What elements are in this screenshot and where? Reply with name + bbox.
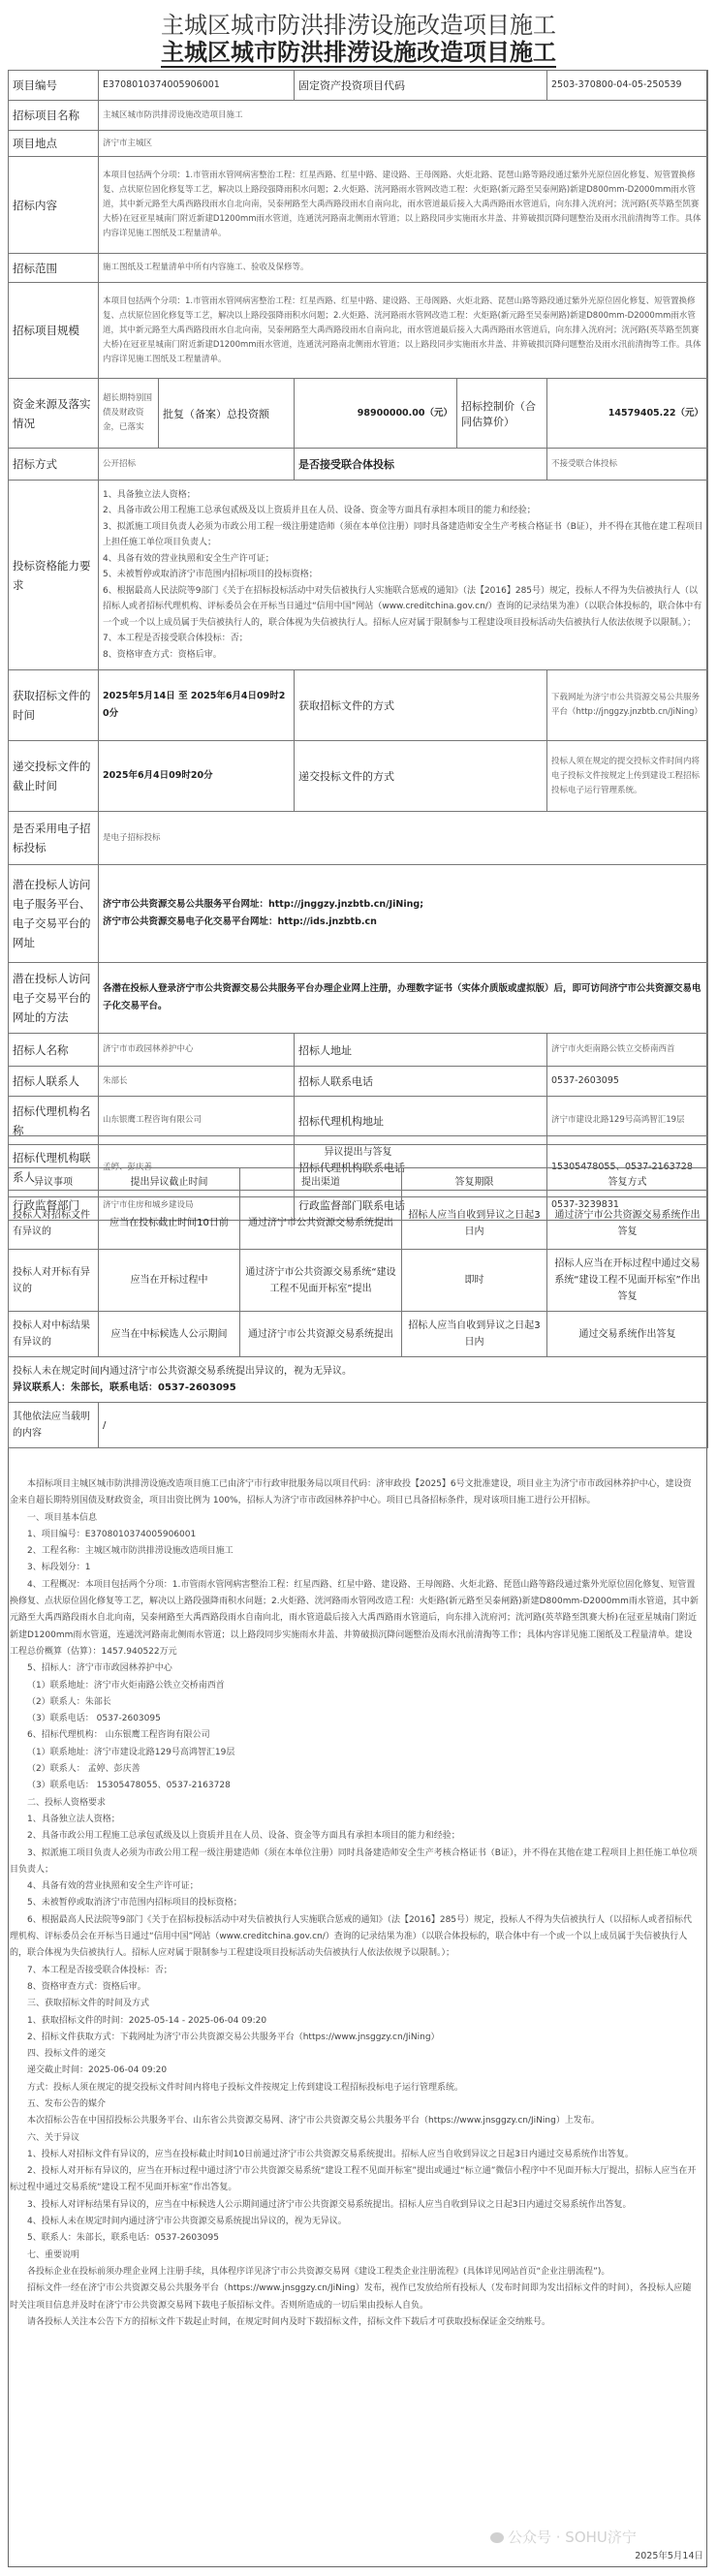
header-reply-period: 答复期限 <box>402 1168 547 1197</box>
body-paragraph: 3、标段划分：1 <box>27 1563 91 1573</box>
label-method: 招标方式 <box>9 449 99 481</box>
label-fund: 资金来源及落实情况 <box>9 379 99 449</box>
label-submit-deadline: 递交投标文件的截止时间 <box>9 741 99 812</box>
objection-cell: 招标人应当自收到异议之日起3日内 <box>402 1312 547 1357</box>
body-paragraph: 4、投标人未在规定时间内通过济宁市公共资源交易系统提出异议的，视为无异议。 <box>27 2217 347 2227</box>
objection-notes <box>9 1357 708 1403</box>
body-paragraph: 5、未被暂停或取消济宁市范围内招标项目的投标资格； <box>27 1898 242 1909</box>
qual-item: 6、根据最高人民法院等9部门《关于在招标投标活动中对失信被执行人实施联合惩戒的通知》（法【2016】285号）规定，投标人不得为失信被执行人（以招标人或者招标代理机构、评标委员会在开标当日通过“信用中国”网站（www.creditchina.gov.cn/）查询的记录结果为准）（以联合体投标的，联合体中有一个或一个以上成员属于失信被执行人的，联合体视为失信被执行人。招标人应对属于限制参与工程建设项目投标活动失信被执行人依法依规予以限制。）； <box>103 585 702 628</box>
body-paragraph: 2、工程名称：主城区城市防洪排涝设施改造项目施工 <box>27 1546 234 1557</box>
row-submit <box>9 741 708 812</box>
objection-title: 异议提出与答复 <box>9 1136 708 1168</box>
qualification-list <box>99 481 708 670</box>
value-fund-source: 超长期特别国债及财政资金，已落实 <box>99 379 159 449</box>
row-method <box>9 449 708 481</box>
value-platform <box>99 865 708 963</box>
value-tenderer-phone: 0537-2603095 <box>547 1067 708 1097</box>
body-paragraph: 2、招标文件获取方式：下载网址为济宁市公共资源交易公共服务平台（https://www.jnsggzy.cn/JiNing） <box>27 2032 440 2042</box>
qual-item: 8、资格审查方式：资格后审。 <box>103 649 222 660</box>
objection-cell: 投标人对招标文件有异议的 <box>9 1197 99 1250</box>
label-content: 招标内容 <box>9 157 99 254</box>
value-electronic: 是电子招标投标 <box>99 812 708 865</box>
row-other <box>9 1403 708 1448</box>
body-paragraph: 7、本工程是否接受联合体投标：否； <box>27 1965 172 1975</box>
qual-item: 1、具备独立法人资格； <box>103 489 196 500</box>
objection-cell: 投标人对中标结果有异议的 <box>9 1312 99 1357</box>
value-tenderer: 济宁市市政园林养护中心 <box>99 1034 295 1067</box>
row-fund <box>9 379 708 449</box>
value-submit-deadline: 2025年6月4日09时20分 <box>99 741 295 812</box>
body-paragraph: 本招标项目主城区城市防洪排涝设施改造项目施工已由济宁市行政审批服务局以项目代码：济审政投【2025】6号文批准建设，项目业主为济宁市市政园林养护中心，建设资金来自超长期特别国债及财政资金，项目出资比例为 100%，招标人为济宁市市政园林养护中心。项目已具备招标条件，现对该项目施工进行公开招标。 <box>10 1479 692 1506</box>
value-scope: 施工图纸及工程量清单中所有内容施工、验收及保修等。 <box>99 254 708 283</box>
objection-note: 投标人未在规定时间内通过济宁市公共资源交易系统提出异议的，视为无异议。 <box>13 1366 352 1377</box>
objection-cell: 通过济宁市公共资源交易系统“建设工程不见面开标室”提出 <box>240 1250 402 1312</box>
objection-cell: 应当在投标截止时间10日前 <box>99 1197 240 1250</box>
body-paragraph: 请各投标人关注本公告下方的招标文件下载起止时间，在规定时间内及时下载招标文件，招标文件下载后才可获取投标保证金交纳账号。 <box>27 2316 551 2327</box>
objection-row <box>9 1250 708 1312</box>
label-consortium: 是否接受联合体投标 <box>295 449 547 481</box>
label-scale: 招标项目规模 <box>9 283 99 379</box>
body-paragraph: 递交截止时间：2025-06-04 09:20 <box>27 2065 168 2076</box>
body-paragraph: （2）联系人：朱部长 <box>27 1696 111 1707</box>
objection-note-row <box>9 1357 708 1403</box>
objection-cell: 应当在开标过程中 <box>99 1250 240 1312</box>
objection-cell: 通过交易系统作出答复 <box>547 1312 708 1357</box>
row-project-no <box>9 71 708 101</box>
body-paragraph: 方式：投标人须在规定的提交投标文件时间内将电子投标文件按规定上传到建设工程招标投标电子运行管理系统。 <box>27 2082 464 2093</box>
row-platform <box>9 865 708 963</box>
wechat-icon <box>490 2532 504 2543</box>
row-tenderer-contact <box>9 1067 708 1097</box>
label-other: 其他依法应当载明的内容 <box>9 1403 99 1448</box>
value-control: 14579405.22（元） <box>547 379 708 449</box>
qual-item: 3、拟派施工项目负责人必须为市政公用工程一级注册建造师（须在本单位注册）同时具备建造师安全生产考核合格证书（B证），并不得在其他在建工程项目上担任施工单位项目负责人； <box>103 521 703 548</box>
label-supervisor-phone: 行政监督部门联系电话 <box>295 1191 547 1221</box>
body-paragraph: 各投标企业在投标前须办理企业网上注册手续，具体程序详见济宁市公共资源交易网《建设工程类企业注册流程》(具体详见网站首页“企业注册流程”)。 <box>27 2266 610 2277</box>
label-submit-method: 递交投标文件的方式 <box>295 741 547 812</box>
body-paragraph: （2）联系人： 孟婷、彭庆善 <box>27 1764 140 1775</box>
body-paragraph: （1）联系地址：济宁市火炬南路公铁立交桥南西首 <box>27 1680 225 1691</box>
value-project-no: E3708010374005906001 <box>99 71 295 101</box>
label-qualification: 投标资格能力要求 <box>9 481 99 670</box>
row-tenderer <box>9 1034 708 1067</box>
row-name <box>9 101 708 131</box>
body-paragraph: 六、关于异议 <box>27 2132 80 2143</box>
body-paragraph: 一、项目基本信息 <box>27 1512 98 1523</box>
value-consortium: 不接受联合体投标 <box>547 449 708 481</box>
objection-cell: 通过济宁市公共资源交易系统提出 <box>240 1312 402 1357</box>
body-paragraph: 本次招标公告在中国招投标公共服务平台、山东省公共资源交易网、济宁市公共资源交易公共服务平台（https://www.jnsggzy.cn/JiNing）上发布。 <box>27 2116 600 2126</box>
body-paragraph: 2、投标人对开标有异议的，应当在开标过程中通过济宁市公共资源交易系统“建设工程不见面开标室”提出或通过“标立通”微信小程序中不见面开标大厅提出，招标人应当在开标过程中通过交易系统“建设工程不见面开标室”作出答复。 <box>10 2166 697 2193</box>
body-paragraph: 6、根据最高人民法院等9部门《关于在招标投标活动中对失信被执行人实施联合惩戒的通知》（法【2016】285号）规定，投标人不得为失信被执行人（以招标人或者招标代理机构、评标委员会在开标当日通过“信用中国”网站（www.creditchina.gov.cn/）查询的记录结果为准）（以联合体投标的，联合体中有一个或一个以上成员属于失信被执行人的，联合体视为失信被执行人。招标人应对属于限制参与工程建设项目投标活动失信被执行人依法依规予以限制。）； <box>10 1914 693 1959</box>
objection-cell: 招标人应当自收到异议之日起3日内 <box>402 1197 547 1250</box>
body-paragraph: 6、招标代理机构： 山东银鹰工程咨询有限公司 <box>27 1730 210 1741</box>
objection-cell: 通过济宁市公共资源交易系统作出答复 <box>547 1197 708 1250</box>
label-control: 招标控制价（合同估算价） <box>457 379 547 449</box>
body-paragraph: 三、获取招标文件的时间及方式 <box>27 1999 150 2009</box>
value-agency-contact: 孟婷、彭庆善 <box>99 1145 295 1191</box>
objection-contact: 异议联系人：朱部长，联系电话：0537-2603095 <box>13 1382 236 1393</box>
value-get-method: 下载网址为济宁市公共资源交易公共服务平台（http://jnggzy.jnzbtb.cn/JiNing） <box>547 670 708 741</box>
value-get-time: 2025年5月14日 至 2025年6月4日09时20分 <box>99 670 295 741</box>
label-agency-phone: 招标代理机构联系电话 <box>295 1145 547 1191</box>
body-paragraph: 五、发布公告的媒介 <box>27 2098 107 2109</box>
qual-item: 2、具备市政公用工程施工总承包贰级及以上资质并且在人员、设备、资金等方面具有承担本项目的能力和经验； <box>103 506 536 516</box>
header-channel: 提出渠道 <box>240 1168 402 1197</box>
link-trading-platform[interactable]: 济宁市公共资源交易电子化交易平台网址：http://ids.jnzbtb.cn <box>103 916 377 927</box>
qual-item: 7、本工程是否接受联合体投标：否； <box>103 634 248 644</box>
label-agency: 招标代理机构名称 <box>9 1097 99 1145</box>
label-electronic: 是否采用电子招标投标 <box>9 812 99 865</box>
header-item: 异议事项 <box>9 1168 99 1197</box>
label-asset-code: 固定资产投资项目代码 <box>295 71 547 101</box>
row-access <box>9 963 708 1034</box>
row-electronic <box>9 812 708 865</box>
label-get-method: 获取招标文件的方式 <box>295 670 547 741</box>
row-qualification <box>9 481 708 670</box>
page-title: 主城区城市防洪排涝设施改造项目施工 <box>161 12 556 39</box>
body-paragraph: 2、具备市政公用工程施工总承包贰级及以上资质并且在人员、设备、资金等方面具有承担本项目的能力和经验； <box>27 1831 460 1842</box>
body-paragraph: （3）联系电话： 0537-2603095 <box>27 1714 161 1724</box>
objection-title-row <box>9 1136 708 1168</box>
row-get-time <box>9 670 708 741</box>
label-tenderer-contact: 招标人联系人 <box>9 1067 99 1097</box>
watermark: 公众号 · SOHU济宁 <box>490 2527 637 2547</box>
header-reply-method: 答复方式 <box>547 1168 708 1197</box>
label-project-no: 项目编号 <box>9 71 99 101</box>
value-location: 济宁市主城区 <box>99 131 708 157</box>
value-agency-phone: 15305478055、0537-2163728 <box>547 1145 708 1191</box>
row-scale <box>9 283 708 379</box>
value-method: 公开招标 <box>99 449 295 481</box>
link-public-service-platform[interactable]: 济宁市公共资源交易公共服务平台网址：http://jnggzy.jnzbtb.cn/JiNing; <box>103 899 423 910</box>
value-scale: 本项目包括两个分项：1.市管雨水管网病害整治工程：红星西路、红星中路、建设路、王母阁路、火炬北路、琵琶山路等路段通过紫外光原位固化修复、短管置换修复、点状原位固化修复等工艺，解决以上路段强降雨积水问题；2.火炬路、洸河路雨水管网改造工程：火炬路(新元路至吴泰闸路)新建D800mm-D2000mm雨水管道，其中新元路至大禹西路段雨水自北向南，吴泰闸路至大禹西路段雨水自南向北，雨水管道最后接入大禹西路雨水管道后，向东排入洸府河；洸河路(英萃路至凯赛大桥)在冠亚星城南门附近新建D1200mm雨水管道，连通洸河路南北侧雨水管道；以上路段同步实施雨水井盖、井箅破损沉降问题整治及雨水汛前清掏等工作。具体内容详见施工图纸及工程量清单。 <box>99 283 708 379</box>
row-content <box>9 157 708 254</box>
body-paragraph: 四、投标文件的递交 <box>27 2049 107 2060</box>
label-agency-contact: 招标代理机构联系人 <box>9 1145 99 1191</box>
value-agency-addr: 济宁市建设北路129号高鸿智汇19层 <box>547 1097 708 1145</box>
body-paragraph: 招标文件一经在济宁市公共资源交易公共服务平台（https://www.jnsggzy.cn/JiNing）发布，视作已发放给所有投标人（发布时间即为发出招标文件的时间），各投标人应随时关注项目信息并及时在济宁市公共资源交易网下载电子版招标文件。否则所造成的一切后果由投标人自负。 <box>10 2283 692 2311</box>
qual-item: 5、未被暂停或取消济宁市范围内招标项目的投标资格； <box>103 570 318 580</box>
label-supervisor: 行政监督部门 <box>9 1191 99 1221</box>
body-paragraph: 8、资格审查方式：资格后审。 <box>27 1981 146 1992</box>
label-platform: 潜在投标人访问电子服务平台、电子交易平台的网址 <box>9 865 99 963</box>
objection-cell: 投标人对开标有异议的 <box>9 1250 99 1312</box>
body-paragraph: 七、重要说明 <box>27 2250 80 2260</box>
body-paragraph: 1、具备独立法人资格； <box>27 1814 120 1824</box>
label-scope: 招标范围 <box>9 254 99 283</box>
objection-cell: 应当在中标候选人公示期间 <box>99 1312 240 1357</box>
label-agency-addr: 招标代理机构地址 <box>295 1097 547 1145</box>
objection-header-row <box>9 1168 708 1197</box>
row-location <box>9 131 708 157</box>
value-other: / <box>99 1403 708 1448</box>
label-name: 招标项目名称 <box>9 101 99 131</box>
body-paragraph: 5、联系人：朱部长，联系电话：0537-2603095 <box>27 2233 219 2244</box>
qual-item: 4、具备有效的营业执照和安全生产许可证； <box>103 553 274 564</box>
publish-date: 2025年5月14日 <box>635 2551 703 2561</box>
info-table <box>8 70 708 1221</box>
objection-row <box>9 1197 708 1250</box>
value-submit-method: 投标人须在规定的提交投标文件时间内将电子投标文件按规定上传到建设工程招标投标电子运行管理系统。 <box>547 741 708 812</box>
objection-row <box>9 1312 708 1357</box>
label-tenderer-phone: 招标人联系电话 <box>295 1067 547 1097</box>
label-get-time: 获取招标文件的时间 <box>9 670 99 741</box>
body-paragraph: （1）联系地址：济宁市建设北路129号高鸿智汇19层 <box>27 1747 235 1757</box>
label-tenderer-addr: 招标人地址 <box>295 1034 547 1067</box>
objection-table <box>8 1135 708 1448</box>
value-content: 本项目包括两个分项：1.市管雨水管网病害整治工程：红星西路、红星中路、建设路、王母阁路、火炬北路、琵琶山路等路段通过紫外光原位固化修复、短管置换修复、点状原位固化修复等工艺，解决以上路段强降雨积水问题；2.火炬路、洸河路雨水管网改造工程：火炬路(新元路至吴泰闸路)新建D800mm-D2000mm雨水管道，其中新元路至大禹西路段雨水自北向南，吴泰闸路至大禹西路段雨水自南向北，雨水管道最后接入大禹西路雨水管道后，向东排入洸府河；洸河路(英萃路至凯赛大桥)在冠亚星城南门附近新建D1200mm雨水管道，连通洸河路南北侧雨水管道；以上路段同步实施雨水井盖、井箅破损沉降问题整治及雨水汛前清掏等工作。具体内容详见施工图纸及工程量清单。 <box>99 157 708 254</box>
body-paragraph: 4、具备有效的营业执照和安全生产许可证； <box>27 1881 199 1892</box>
label-tenderer: 招标人名称 <box>9 1034 99 1067</box>
body-paragraph: 二、投标人资格要求 <box>27 1797 107 1808</box>
label-access: 潜在投标人访问电子交易平台的网址的方法 <box>9 963 99 1034</box>
value-agency: 山东银鹰工程咨询有限公司 <box>99 1097 295 1145</box>
value-supervisor: 济宁市住房和城乡建设局 <box>99 1191 295 1221</box>
body-paragraph: （3）联系电话： 15305478055、0537-2163728 <box>27 1781 231 1791</box>
value-name: 主城区城市防洪排涝设施改造项目施工 <box>99 101 708 131</box>
objection-cell: 通过济宁市公共资源交易系统提出 <box>240 1197 402 1250</box>
body-paragraph: 4、工程概况：本项目包括两个分项：1.市管雨水管网病害整治工程：红星西路、红星中路、建设路、王母阁路、火炬北路、琵琶山路等路段通过紫外光原位固化修复、短管置换修复、点状原位固化修复等工艺，解决以上路段强降雨积水问题；2.火炬路、洸河路雨水管网改造工程：火炬路(新元路至吴泰闸路)新建D800mm-D2000mm雨水管道，其中新元路至大禹西路段雨水自北向南，吴泰闸路至大禹西路段雨水自南向北，雨水管道最后接入大禹西路雨水管道后，向东排入洸府河；洸河路(英萃路至凯赛大桥)在冠亚星城南门附近新建D1200mm雨水管道，连通洸河路南北侧雨水管道；以上路段同步实施雨水井盖、井箅破损沉降问题整治及雨水汛前清掏等工作；具体内容详见施工图纸及工程量清单。建设工程总价概算（估算）：1457.940522万元 <box>10 1579 699 1657</box>
body-paragraph: 1、项目编号：E3708010374005906001 <box>27 1529 197 1539</box>
row-scope <box>9 254 708 283</box>
label-location: 项目地点 <box>9 131 99 157</box>
body-paragraph: 5、招标人：济宁市市政园林养护中心 <box>27 1663 172 1674</box>
label-approved: 批复（备案）总投资额 <box>159 379 295 449</box>
body-paragraph: 3、投标人对评标结果有异议的，应当在中标候选人公示期间通过济宁市公共资源交易系统提出。招标人应当自收到异议之日起3日内通过交易系统作出答复。 <box>27 2199 632 2210</box>
value-tenderer-contact: 朱部长 <box>99 1067 295 1097</box>
objection-cell: 招标人应当在开标过程中通过交易系统“建设工程不见面开标室”作出答复 <box>547 1250 708 1312</box>
announcement-body <box>10 1476 700 2331</box>
body-paragraph: 1、投标人对招标文件有异议的，应当在投标截止时间10日前通过济宁市公共资源交易系统提出。招标人应当自收到异议之日起3日内通过交易系统作出答复。 <box>27 2149 634 2159</box>
value-access: 各潜在投标人登录济宁市公共资源交易公共服务平台办理企业网上注册，办理数字证书（实体介质版或虚拟版）后，即可访问济宁市公共资源交易电子化交易平台。 <box>99 963 708 1034</box>
objection-cell: 即时 <box>402 1250 547 1312</box>
value-asset-code: 2503-370800-04-05-250539 <box>547 71 708 101</box>
header-deadline: 提出异议截止时间 <box>99 1168 240 1197</box>
body-paragraph: 3、拟派施工项目负责人必须为市政公用工程一级注册建造师（须在本单位注册）同时具备建造师安全生产考核合格证书（B证），并不得在其他在建工程项目上担任施工单位项目负责人； <box>10 1847 698 1875</box>
value-supervisor-phone: 0537-3239831 <box>547 1191 708 1221</box>
value-tenderer-addr: 济宁市火炬南路公铁立交桥南西首 <box>547 1034 708 1067</box>
value-approved: 98900000.00（元） <box>295 379 457 449</box>
body-paragraph: 1、获取招标文件的时间：2025-05-14 - 2025-06-04 09:20 <box>27 2015 267 2026</box>
page-title-bold: 主城区城市防洪排涝设施改造项目施工 <box>161 39 556 66</box>
